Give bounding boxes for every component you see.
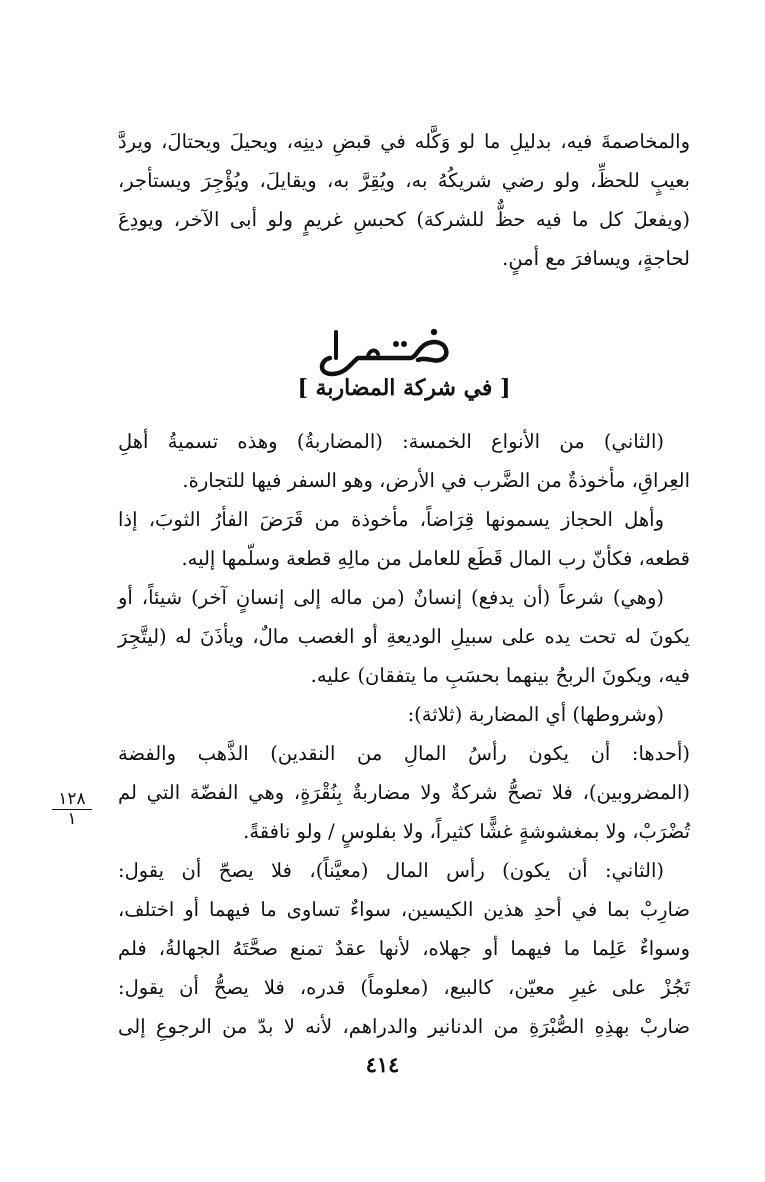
text-line: (وشروطها) أي المضاربة (ثلاثة): (407, 703, 664, 726)
text-line: (وهي) شرعاً (أن يدفع) إنسانٌ (من ماله إلى إنسانٍ آخر) شيئاً، أو (118, 586, 664, 609)
intro-paragraph (118, 122, 690, 278)
text-line: لحاجةٍ، ويسافرَ مع أمنٍ. (502, 247, 690, 270)
text-line: فيه، ويكونَ الربحُ بينهما بحسَبِ ما يتفقان) عليه. (310, 664, 690, 687)
text-line: والمخاصمةَ فيه، بدليلِ ما لو وَكَّله في قبضِ دينِه، ويحيلَ ويحتالَ، ويردَّ (118, 130, 690, 153)
text-line: ضاربْ بهذِهِ الصُّبْرَةِ من الدنانير والدراهم، لأنه لا بدّ من الرجوعِ إلى (118, 1015, 690, 1038)
text-line: وأهل الحجاز يسمونها قِرَاضاً، مأخوذة من قَرَضَ الفأرُ الثوبَ، إذا (118, 508, 664, 531)
chapter-title: [ في شركة المضاربة ] (297, 375, 511, 401)
page-number: ٤١٤ (365, 1052, 400, 1077)
text-line: ضارِبْ بما في أحدِ هذين الكيسين، سواءٌ تساوى ما فيهما أو اختلف، (118, 898, 690, 921)
text-line: تَجُزْ على غيرِ معيّن، كالبيع، (معلوماً) قدره، فلا يصحُّ أن يقول: (118, 976, 690, 999)
text-line: (الثاني: أن يكون) رأس المال (معيَّناً)، فلا يصحّ أن يقول: (118, 859, 664, 882)
text-line: (أحدها: أن يكون رأسُ المالِ من النقدين) الذَّهب والفضة (118, 742, 690, 765)
margin-part: ١ (67, 809, 77, 829)
text-line: بعيبٍ للحظِّ، ولو رضي شريكُهُ به، ويُقِرَّ به، ويقايلَ، ويُؤْجِرَ ويستأجر، (118, 169, 690, 192)
text-line: وسواءٌ عَلِما ما فيهما أو جهلاه، لأنها عقدٌ تمنع صحَّتَهُ الجهالةُ، فلم (118, 937, 690, 960)
text-line: (الثاني) من الأنواع الخمسة: (المضاربةُ) وهذه تسميةُ أهلِ (118, 430, 664, 453)
text-line: (ويفعلَ كل ما فيه حظٌّ للشركة) كحبسِ غريمٍ ولو أبى الآخر، ويودِعَ (118, 208, 690, 231)
text-line: يكونَ له تحت يده على سبيلِ الوديعةِ أو الغصب مالٌ، ويأذَنَ له (ليتَّجِرَ (118, 625, 690, 648)
body-text (118, 422, 690, 1046)
text-line: قطعه، فكأنّ رب المال قَطَع للعامل من مالِهِ قطعة وسلّمها إليه. (181, 547, 690, 570)
margin-page-reference (52, 790, 92, 828)
margin-volume-page: ١٢٨ (52, 790, 92, 810)
text-line: العِراقِ، مأخوذةٌ من الضَّرب في الأرض، وهو السفر فيها للتجارة. (182, 469, 690, 492)
text-line: (المضروبين)، فلا تصحُّ شركةٌ ولا مضاربةٌ بِنُقْرَةٍ، وهي الفضّة التي لم (118, 781, 690, 804)
text-line: تُضْرَبْ، ولا بمغشوشةٍ غشًّا كثيراً، ولا بفلوسٍ / ولو نافقةً. (243, 820, 690, 843)
